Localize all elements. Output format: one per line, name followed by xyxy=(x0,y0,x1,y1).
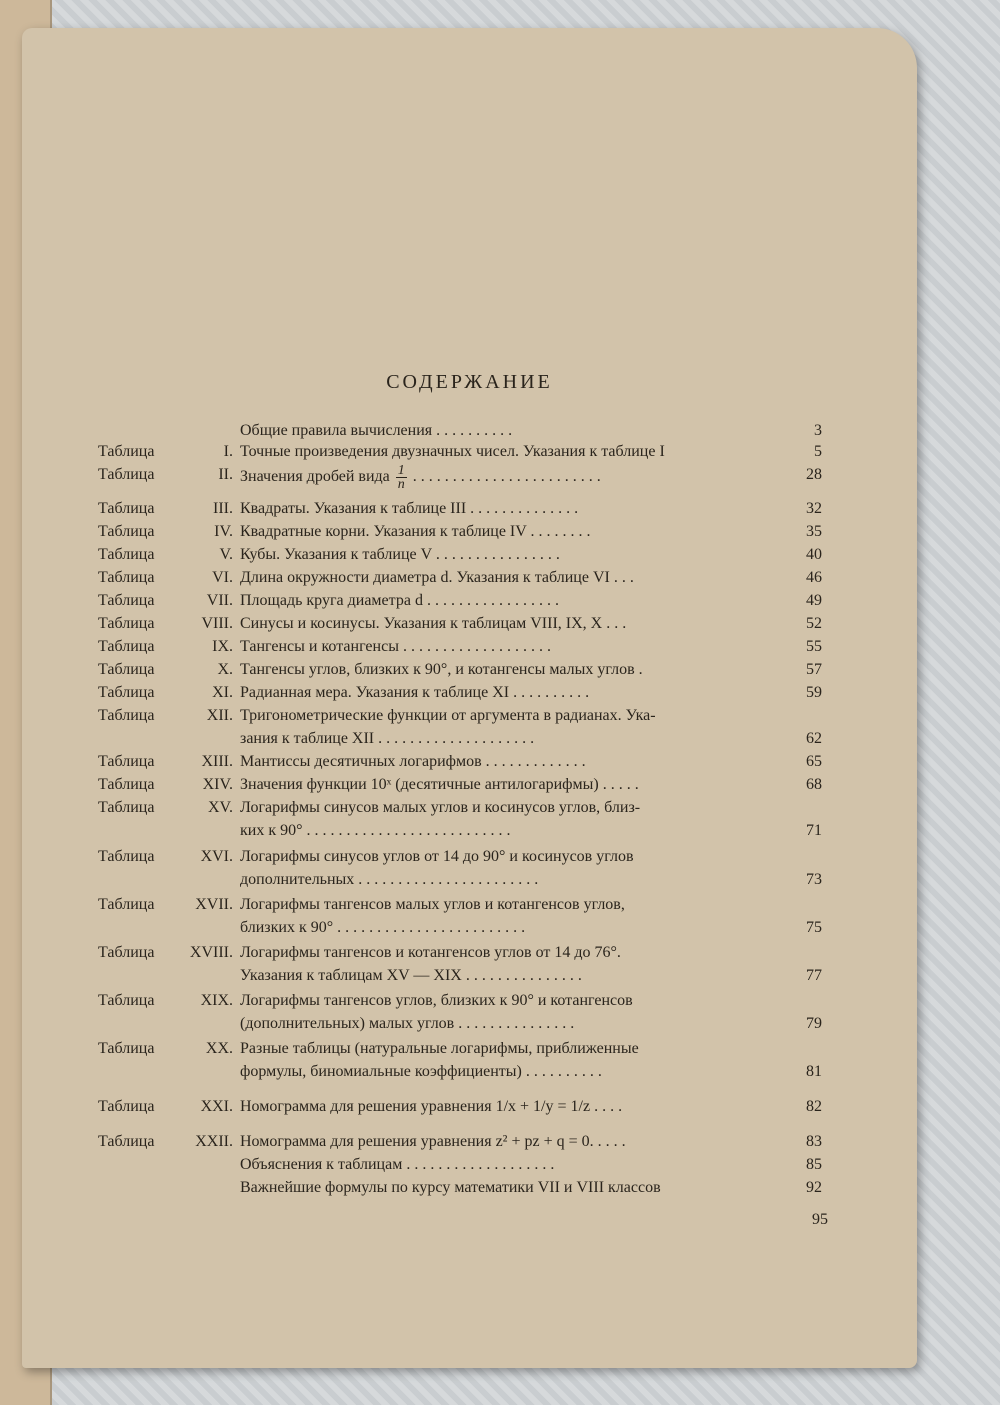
toc-entry-label: Таблица xyxy=(98,896,155,913)
toc-entry-page: 79 xyxy=(806,1015,822,1032)
toc-entry-number: VII. xyxy=(206,592,233,609)
toc-entry-number: XX. xyxy=(205,1040,233,1057)
toc-entry-number: XI. xyxy=(212,684,233,701)
toc-entry-page: 71 xyxy=(806,822,822,839)
toc-entry-text: Значения дробей вида xyxy=(240,468,390,486)
toc-entry-text-wrap xyxy=(240,613,626,635)
toc-entry-page: 73 xyxy=(806,871,822,888)
toc-entry-text: Точные произведения двузначных чисел. Указания к таблице I xyxy=(240,443,665,460)
toc-entry-page: 3 xyxy=(814,422,822,439)
toc-entry xyxy=(22,1131,917,1153)
toc-entry xyxy=(22,846,917,868)
toc-entry-text: дополнительных . . . . . . . . . . . . . . . . . . . . . . . xyxy=(240,871,539,888)
toc-entry-text: зания к таблице XII . . . . . . . . . . . . . . . . . . . . xyxy=(240,730,535,747)
toc-entry-text-wrap xyxy=(240,846,634,868)
toc-entry xyxy=(22,463,917,492)
toc-entry-text: Радианная мера. Указания к таблице XI . . . . . . . . . . xyxy=(240,684,590,701)
toc-entry-text-wrap xyxy=(240,990,633,1012)
toc-entry-text-wrap xyxy=(240,464,601,491)
toc-entry xyxy=(22,797,917,819)
toc-entry-text-wrap xyxy=(240,420,512,442)
toc-entry-page: 59 xyxy=(806,684,822,701)
toc-entry-text-wrap xyxy=(240,1061,602,1083)
toc-entry xyxy=(22,990,917,1012)
toc-entry-number: X. xyxy=(217,661,233,678)
toc-entry-text-wrap xyxy=(240,1177,661,1199)
toc-entry xyxy=(22,942,917,964)
toc-entry xyxy=(22,820,917,842)
toc-entry-text-wrap xyxy=(240,1013,574,1035)
toc-entry-text: близких к 90° . . . . . . . . . . . . . . . . . . . . . . . . xyxy=(240,919,526,936)
toc-entry xyxy=(22,682,917,704)
toc-entry-text-wrap xyxy=(240,705,656,727)
toc-entry-label: Таблица xyxy=(98,523,155,540)
toc-entry-page: 52 xyxy=(806,615,822,632)
toc-entry-text-wrap xyxy=(240,521,591,543)
toc-entry-page: 46 xyxy=(806,569,822,586)
toc-entry-text-wrap xyxy=(240,590,559,612)
toc-entry-label: Таблица xyxy=(98,615,155,632)
toc-entry-page: 40 xyxy=(806,546,822,563)
toc-entry-text: Квадраты. Указания к таблице III . . . . . . . . . . . . . . xyxy=(240,500,579,517)
toc-entry-label: Таблица xyxy=(98,661,155,678)
toc-entry xyxy=(22,774,917,796)
toc-entry-number: XIV. xyxy=(202,776,233,793)
toc-entry-page: 68 xyxy=(806,776,822,793)
toc-entry-page: 62 xyxy=(806,730,822,747)
fraction-denominator: n xyxy=(397,477,405,492)
toc-entry-number: III. xyxy=(213,500,233,517)
toc-entry-number: XXII. xyxy=(195,1133,233,1150)
toc-entry-text-wrap xyxy=(240,751,586,773)
toc-entry-text: Квадратные корни. Указания к таблице IV . . . . . . . . xyxy=(240,523,591,540)
toc-entry-page: 81 xyxy=(806,1063,822,1080)
toc-entry-text: Синусы и косинусы. Указания к таблицам VIII, IX, X . . . xyxy=(240,615,627,632)
toc-entry xyxy=(22,567,917,589)
toc-entry-number: IV. xyxy=(214,523,233,540)
toc-entry-label: Таблица xyxy=(98,799,155,816)
toc-entry-text-wrap xyxy=(240,965,582,987)
toc-entry-text-wrap xyxy=(240,1154,554,1176)
toc-entry-page: 28 xyxy=(806,466,822,483)
toc-entry-page: 35 xyxy=(806,523,822,540)
toc-entry-text: Тригонометрические функции от аргумента в радианах. Ука- xyxy=(240,707,656,724)
toc-entry-text: Значения функции 10ˣ (десятичные антилогарифмы) . . . . . xyxy=(240,776,639,793)
toc-entry xyxy=(22,965,917,987)
toc-entry-label: Таблица xyxy=(98,1040,155,1057)
toc-entry xyxy=(22,590,917,612)
toc-entry-text-wrap xyxy=(240,820,511,842)
toc-entry xyxy=(22,1096,917,1118)
toc-entry xyxy=(22,613,917,635)
toc-entry-page: 55 xyxy=(806,638,822,655)
toc-entry xyxy=(22,441,917,463)
toc-entry-number: XIII. xyxy=(201,753,233,770)
toc-entry-number: XVI. xyxy=(200,848,233,865)
toc-entry-number: XVII. xyxy=(195,896,233,913)
toc-entry-label: Таблица xyxy=(98,848,155,865)
toc-entry-label: Таблица xyxy=(98,1098,155,1115)
toc-entry-label: Таблица xyxy=(98,466,155,483)
toc-entry xyxy=(22,498,917,520)
toc-entry-label: Таблица xyxy=(98,500,155,517)
toc-entry-text: Кубы. Указания к таблице V . . . . . . . . . . . . . . . . xyxy=(240,546,560,563)
toc-entry-text: Номограмма для решения уравнения z² + pz + q = 0. . . . . xyxy=(240,1133,626,1150)
toc-entry-text: Номограмма для решения уравнения 1/x + 1/y = 1/z . . . . xyxy=(240,1098,623,1115)
toc-entry-text: Логарифмы тангенсов и котангенсов углов от 14 до 76°. xyxy=(240,944,621,961)
toc-entry-text-wrap xyxy=(240,682,589,704)
toc-entry-page: 82 xyxy=(806,1098,822,1115)
toc-entry-text-wrap xyxy=(240,894,625,916)
toc-entry-number: XIX. xyxy=(200,992,233,1009)
page-number: 95 xyxy=(812,1211,828,1228)
toc-entry xyxy=(22,894,917,916)
toc-entry-label: Таблица xyxy=(98,992,155,1009)
toc-entry-label: Таблица xyxy=(98,753,155,770)
toc-entry-text-wrap xyxy=(240,797,640,819)
toc-entry-text-wrap xyxy=(240,1096,622,1118)
toc-entry-text-wrap xyxy=(240,917,525,939)
toc-entry-text-wrap xyxy=(240,498,578,520)
toc-entry xyxy=(22,420,917,442)
fraction-numerator: 1 xyxy=(397,463,405,478)
toc-entry-text: Тангенсы и котангенсы . . . . . . . . . . . . . . . . . . . xyxy=(240,638,551,655)
toc-entry-number: XXI. xyxy=(200,1098,233,1115)
toc-entry xyxy=(22,751,917,773)
toc-entry-text: Логарифмы тангенсов углов, близких к 90° и котангенсов xyxy=(240,992,633,1009)
toc-entry-text-wrap xyxy=(240,544,560,566)
toc-entry-text-wrap xyxy=(240,728,534,750)
toc-entry xyxy=(22,659,917,681)
toc-entry-label: Таблица xyxy=(98,638,155,655)
toc-entry-text: Тангенсы углов, близких к 90°, и котангенсы малых углов . xyxy=(240,661,643,678)
toc-entry-page: 65 xyxy=(806,753,822,770)
toc-entry xyxy=(22,917,917,939)
toc-entry-text: Логарифмы синусов малых углов и косинусов углов, близ- xyxy=(240,799,641,816)
toc-entry-text: Важнейшие формулы по курсу математики VII и VIII классов xyxy=(240,1179,661,1196)
toc-entry-page: 77 xyxy=(806,967,822,984)
toc-entry-text: Логарифмы синусов углов от 14 до 90° и косинусов углов xyxy=(240,848,634,865)
toc-entry-text: (дополнительных) малых углов . . . . . . . . . . . . . . . xyxy=(240,1015,575,1032)
toc-entry xyxy=(22,728,917,750)
toc-entry-text: Указания к таблицам XV — XIX . . . . . . . . . . . . . . . xyxy=(240,967,582,984)
toc-entry-text-wrap xyxy=(240,441,665,463)
toc-entry-label: Таблица xyxy=(98,1133,155,1150)
toc-entry xyxy=(22,1038,917,1060)
toc-entry-label: Таблица xyxy=(98,569,155,586)
toc-entry-text-wrap xyxy=(240,1131,626,1153)
toc-entry-text: Площадь круга диаметра d . . . . . . . . . . . . . . . . . xyxy=(240,592,559,609)
table-of-contents xyxy=(22,28,917,1368)
book-page xyxy=(22,28,917,1368)
toc-entry-text: Мантиссы десятичных логарифмов . . . . . . . . . . . . . xyxy=(240,753,586,770)
toc-entry xyxy=(22,521,917,543)
toc-entry xyxy=(22,544,917,566)
toc-entry xyxy=(22,1154,917,1176)
toc-entry-label: Таблица xyxy=(98,776,155,793)
toc-entry-number: XVIII. xyxy=(189,944,233,961)
toc-entry-label: Таблица xyxy=(98,546,155,563)
toc-entry-number: VI. xyxy=(212,569,233,586)
toc-entry-text: Общие правила вычисления . . . . . . . . . . xyxy=(240,422,513,439)
toc-entry xyxy=(22,636,917,658)
toc-entry-page: 92 xyxy=(806,1179,822,1196)
toc-entry-page: 85 xyxy=(806,1156,822,1173)
toc-entry-text: ких к 90° . . . . . . . . . . . . . . . . . . . . . . . . . . xyxy=(240,822,511,839)
toc-entry-number: XII. xyxy=(206,707,233,724)
toc-entry xyxy=(22,1177,917,1199)
toc-entry-number: VIII. xyxy=(201,615,233,632)
toc-entry-number: II. xyxy=(218,466,233,483)
toc-entry-text: Длина окружности диаметра d. Указания к таблице VI . . . xyxy=(240,569,634,586)
toc-entry-page: 57 xyxy=(806,661,822,678)
toc-entry-page: 49 xyxy=(806,592,822,609)
toc-entry xyxy=(22,1013,917,1035)
leader-dots: . . . . . . . . . . . . . . . . . . . . . . . . xyxy=(412,468,601,486)
toc-entry-text: Разные таблицы (натуральные логарифмы, приближенные xyxy=(240,1040,639,1057)
toc-entry-page: 83 xyxy=(806,1133,822,1150)
toc-entry-page: 32 xyxy=(806,500,822,517)
toc-entry-text-wrap xyxy=(240,636,551,658)
toc-entry-label: Таблица xyxy=(98,707,155,724)
toc-entry-number: XV. xyxy=(207,799,233,816)
toc-entry-label: Таблица xyxy=(98,443,155,460)
toc-entry-page: 5 xyxy=(814,443,822,460)
toc-entry xyxy=(22,869,917,891)
page-title: СОДЕРЖАНИЕ xyxy=(386,371,553,393)
toc-entry-text: Объяснения к таблицам . . . . . . . . . . . . . . . . . . . xyxy=(240,1156,555,1173)
toc-entry-text-wrap xyxy=(240,942,621,964)
toc-entry-text-wrap xyxy=(240,1038,639,1060)
toc-entry-text: формулы, биномиальные коэффициенты) . . . . . . . . . . xyxy=(240,1063,602,1080)
toc-entry xyxy=(22,705,917,727)
toc-entry-text: Логарифмы тангенсов малых углов и котангенсов углов, xyxy=(240,896,625,913)
toc-entry-label: Таблица xyxy=(98,944,155,961)
toc-entry-number: V. xyxy=(219,546,233,563)
toc-entry-number: I. xyxy=(223,443,233,460)
toc-entry-text-wrap xyxy=(240,567,634,589)
toc-entry-number: IX. xyxy=(212,638,233,655)
toc-entry xyxy=(22,1061,917,1083)
toc-entry-label: Таблица xyxy=(98,592,155,609)
toc-entry-text-wrap xyxy=(240,774,639,796)
toc-entry-label: Таблица xyxy=(98,684,155,701)
fraction xyxy=(396,464,407,491)
toc-entry-text-wrap xyxy=(240,869,538,891)
toc-entry-text-wrap xyxy=(240,659,643,681)
toc-entry-page: 75 xyxy=(806,919,822,936)
